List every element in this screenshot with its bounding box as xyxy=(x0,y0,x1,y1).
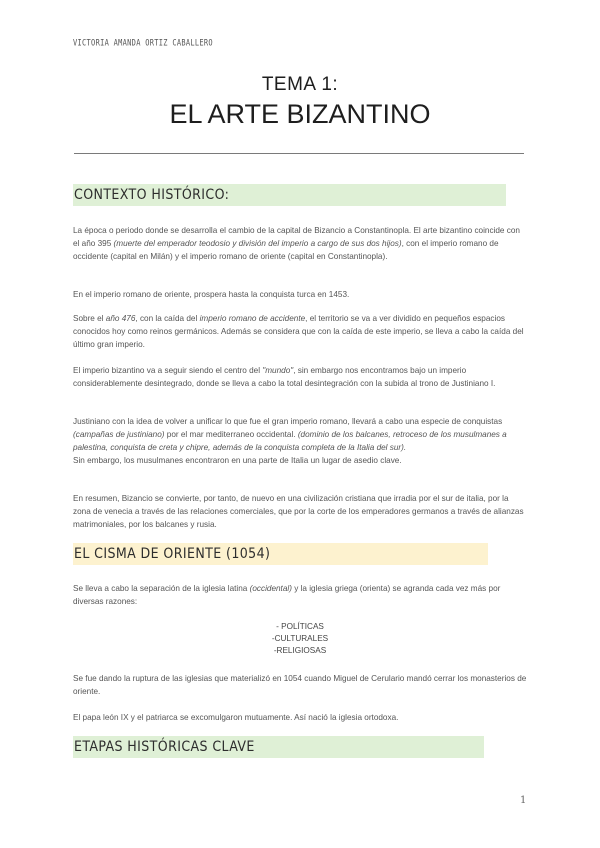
paragraph-contexto-3: Sobre el año 476, con la caída del imperio romano de accidente, el territorio se va a ver dividido en pequeños espacios conocidos hoy como reinos germánicos. Además se considera que con la caída de este imperio, se lleva a cabo la caída del último gran imperio. xyxy=(73,314,524,349)
paragraph-contexto-5: Justiniano con la idea de volver a unificar lo que fue el gran imperio romano, llevará a cabo una especie de conquistas (campañas de justiniano) por el mar mediterraneo occidental. (dominio de los balcanes, retroceso de los musulmanes a palestina, conquista de creta y chipre, además de la conquista completa de la Italia del sur). Sin embargo, los musulmanes encontraron en una parte de Italia un lugar de asedio clave. xyxy=(73,417,507,465)
list-item: - POLÍTICAS xyxy=(276,622,324,631)
document-title xyxy=(0,74,600,130)
paragraph-contexto-1: La época o periodo donde se desarrolla el cambio de la capital de Bizancio a Constantinopla. El arte bizantino coincide con el año 395 (muerte del emperador teodosio y división del imperio a cargo de sus dos hijos), con el imperio romano de occidente (capital en Milán) y el imperio romano de oriente (capital en Constantinopla). xyxy=(73,226,520,261)
page-number: 1 xyxy=(520,795,527,806)
paragraph-cisma-1: Se lleva a cabo la separación de la iglesia latina (occidental) y la iglesia griega (orienta) se agranda cada vez más por diversas razones: xyxy=(73,584,501,606)
author-name: VICTORIA AMANDA ORTIZ CABALLERO xyxy=(73,38,213,48)
paragraph-cisma-3: El papa león IX y el patriarca se excomulgaron mutuamente. Así nació la iglesia ortodoxa. xyxy=(73,713,399,722)
paragraph-contexto-4: El imperio bizantino va a seguir siendo el centro del "mundo", sin embargo nos encontramos bajo un imperio considerablemente desintegrado, donde se lleva a cabo la total desintegración con la subida al trono de Justiniano I. xyxy=(73,366,496,388)
paragraph-cisma-2: Se fue dando la ruptura de las iglesias que materializó en 1054 cuando Miguel de Cerulario mandó cerrar los monasterios de oriente. xyxy=(73,674,527,696)
title-line-2: EL ARTE BIZANTINO xyxy=(169,99,431,129)
title-divider xyxy=(74,153,524,154)
paragraph-contexto-6: En resumen, Bizancio se convierte, por tanto, de nuevo en una civilización cristiana que irradia por el sur de italia, por la zona de venecia a través de las relaciones comerciales, que por la corte de los emperadores germanos a través de alianzas matrimoniales, por los balcanes y rusia. xyxy=(73,494,524,529)
list-item: -CULTURALES xyxy=(271,634,329,643)
title-line-1: TEMA 1: xyxy=(261,74,339,95)
heading-cisma-de-oriente: EL CISMA DE ORIENTE (1054) xyxy=(73,543,488,565)
heading-etapas-historicas: ETAPAS HISTÓRICAS CLAVE xyxy=(73,736,484,758)
list-item: -RELIGIOSAS xyxy=(273,646,327,655)
reasons-list xyxy=(0,621,600,657)
heading-contexto-historico: CONTEXTO HISTÓRICO: xyxy=(73,184,506,206)
paragraph-contexto-2: En el imperio romano de oriente, prospera hasta la conquista turca en 1453. xyxy=(73,290,350,299)
